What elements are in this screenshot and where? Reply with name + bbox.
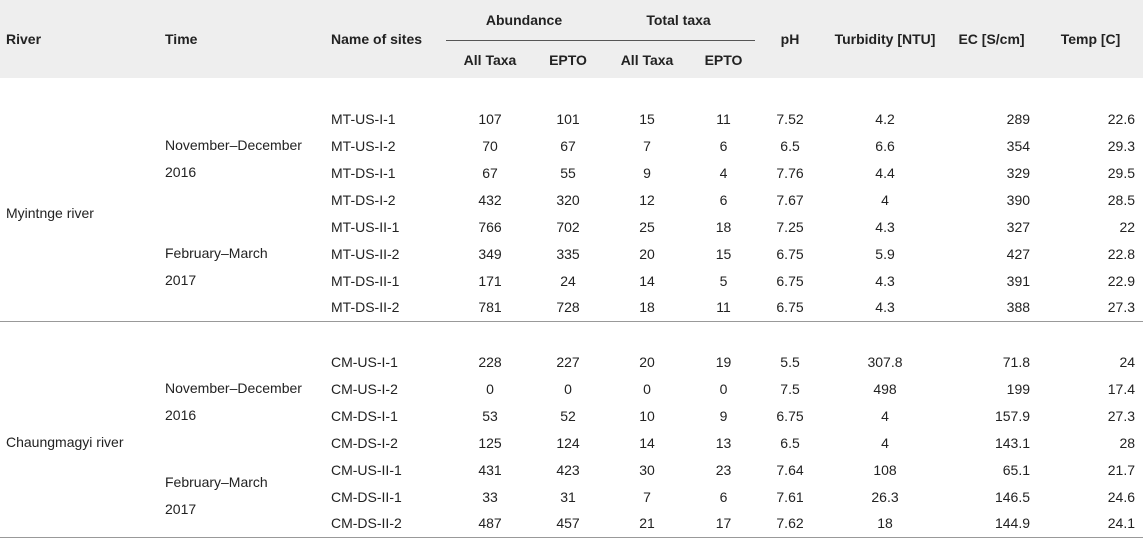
temp-value: 24.1 <box>1038 510 1143 537</box>
ph-value: 7.5 <box>780 380 800 397</box>
turbidity-value: 498 <box>873 380 897 397</box>
abundance-epto: 101 <box>556 110 580 127</box>
time-period-line1: February–March <box>165 474 268 491</box>
abundance-all-taxa: 349 <box>478 245 502 262</box>
temp-value: 22.9 <box>1107 272 1136 289</box>
ec-value: 388 <box>1006 299 1031 316</box>
total-taxa-epto: 5 <box>719 272 728 289</box>
ph-value: 7.62 <box>755 510 825 537</box>
site-name: CM-US-II-1 <box>331 461 402 478</box>
time-period-line1: November–December <box>165 137 302 153</box>
abundance-epto: 728 <box>556 299 580 316</box>
turbidity-value: 108 <box>873 461 897 478</box>
total-taxa-epto: 9 <box>719 407 728 424</box>
total-taxa-all: 7 <box>643 488 651 505</box>
river-name: Chaungmagyi river <box>0 348 155 537</box>
site-name: MT-DS-I-2 <box>331 191 396 208</box>
turbidity-value: 4.2 <box>875 110 895 127</box>
ec-value: 71.8 <box>1002 353 1031 370</box>
abundance-epto: 55 <box>560 164 576 181</box>
temp-value: 21.7 <box>1107 461 1136 478</box>
header-ph: pH <box>780 31 800 47</box>
abundance-all-taxa: 70 <box>482 137 498 154</box>
ec-value: 354 <box>1006 137 1031 154</box>
header-ec: EC [S/cm] <box>958 31 1025 47</box>
ec-value: 199 <box>1006 380 1031 397</box>
header-river: River <box>6 31 42 47</box>
ec-value: 289 <box>1006 110 1031 127</box>
abundance-all-taxa: 53 <box>482 407 498 424</box>
total-taxa-epto: 11 <box>716 299 731 316</box>
total-taxa-all: 12 <box>639 191 655 208</box>
turbidity-value: 5.9 <box>875 245 895 262</box>
total-taxa-all: 30 <box>639 461 655 478</box>
total-taxa-epto: 23 <box>715 461 732 478</box>
ph-value: 6.75 <box>776 245 804 262</box>
site-name: MT-DS-I-1 <box>331 164 396 181</box>
river-name: Myintnge river <box>6 204 94 221</box>
temp-value: 29.3 <box>1107 137 1136 154</box>
time-period-line2: 2017 <box>165 271 197 288</box>
total-taxa-all: 20 <box>639 353 655 370</box>
abundance-all-taxa: 487 <box>446 510 534 537</box>
temp-value: 17.4 <box>1107 380 1136 397</box>
turbidity-value: 4 <box>881 191 889 208</box>
temp-value: 24.6 <box>1107 488 1136 505</box>
turbidity-value: 4.4 <box>875 164 895 181</box>
header-turbidity: Turbidity [NTU] <box>834 31 936 47</box>
site-name: CM-DS-II-1 <box>331 488 402 505</box>
time-period-line2: 2016 <box>165 407 197 423</box>
header-temp: Temp [C] <box>1060 31 1121 47</box>
site-name: MT-US-II-2 <box>331 245 400 262</box>
time-period-line2: 2016 <box>165 164 197 180</box>
abundance-epto: 67 <box>560 137 576 154</box>
abundance-all-taxa: 228 <box>478 353 502 370</box>
total-taxa-all: 20 <box>639 245 655 262</box>
time-period <box>155 105 329 213</box>
total-taxa-epto: 17 <box>692 510 755 537</box>
header-abundance-epto: EPTO <box>549 51 587 68</box>
ph-value: 5.5 <box>780 353 800 370</box>
abundance-all-taxa: 125 <box>478 434 502 451</box>
abundance-all-taxa: 432 <box>478 191 502 208</box>
total-taxa-all: 21 <box>602 510 692 537</box>
turbidity-value: 18 <box>825 510 945 537</box>
site-name: CM-DS-I-1 <box>331 407 398 424</box>
time-period <box>155 348 329 456</box>
abundance-epto: 52 <box>560 407 576 424</box>
ec-value: 146.5 <box>994 488 1031 505</box>
site-name: CM-DS-II-2 <box>329 510 446 537</box>
total-taxa-epto: 13 <box>715 434 732 451</box>
total-taxa-epto: 6 <box>719 137 728 154</box>
abundance-epto: 31 <box>560 488 576 505</box>
header-total-taxa-epto: EPTO <box>704 51 743 68</box>
abundance-epto: 24 <box>560 272 576 289</box>
total-taxa-epto: 6 <box>719 488 728 505</box>
abundance-all-taxa: 67 <box>482 164 498 181</box>
abundance-epto: 320 <box>556 191 580 208</box>
total-taxa-all: 10 <box>639 407 655 424</box>
turbidity-value: 307.8 <box>867 353 903 370</box>
site-name: CM-US-I-1 <box>331 353 398 370</box>
site-name: CM-US-I-2 <box>331 380 398 397</box>
temp-value: 22.8 <box>1107 245 1136 262</box>
turbidity-value: 6.6 <box>875 137 895 154</box>
total-taxa-epto: 11 <box>716 110 731 127</box>
ph-value: 7.52 <box>776 110 804 127</box>
time-period-line1: November–December <box>165 380 302 396</box>
header-time: Time <box>165 31 198 47</box>
table-header <box>0 0 1143 78</box>
turbidity-value: 4.3 <box>875 299 895 316</box>
ec-value: 390 <box>1006 191 1031 208</box>
temp-value: 27.3 <box>1107 407 1136 424</box>
ph-value: 6.5 <box>780 137 800 154</box>
ph-value: 7.25 <box>776 218 804 235</box>
total-taxa-all: 7 <box>643 137 651 154</box>
ec-value: 157.9 <box>994 407 1031 424</box>
total-taxa-all: 9 <box>643 164 651 181</box>
total-taxa-all: 14 <box>639 434 655 451</box>
table-row <box>0 105 1143 132</box>
turbidity-value: 26.3 <box>871 488 899 505</box>
abundance-epto: 335 <box>556 245 580 262</box>
total-taxa-epto: 4 <box>719 164 728 181</box>
site-name: CM-DS-I-2 <box>331 434 398 451</box>
site-name: MT-DS-II-1 <box>331 272 400 289</box>
header-abundance: Abundance <box>446 0 602 41</box>
abundance-all-taxa: 0 <box>486 380 494 397</box>
temp-value: 28 <box>1119 434 1136 451</box>
ph-value: 7.67 <box>776 191 804 208</box>
ph-value: 7.76 <box>776 164 804 181</box>
abundance-all-taxa: 171 <box>478 272 502 289</box>
total-taxa-all: 25 <box>639 218 655 235</box>
table-body <box>0 78 1143 537</box>
turbidity-value: 4.3 <box>875 218 895 235</box>
ph-value: 6.5 <box>780 434 800 451</box>
temp-value: 22.6 <box>1107 110 1136 127</box>
time-period-line1: February–March <box>165 244 268 261</box>
abundance-epto: 423 <box>556 461 580 478</box>
ec-value: 329 <box>1006 164 1031 181</box>
site-name: MT-US-II-1 <box>331 218 400 235</box>
ph-value: 7.61 <box>776 488 804 505</box>
site-name: MT-US-I-2 <box>331 137 396 154</box>
abundance-epto: 227 <box>556 353 580 370</box>
temp-value: 22 <box>1119 218 1136 235</box>
abundance-all-taxa: 107 <box>478 110 502 127</box>
turbidity-value: 4 <box>881 434 889 451</box>
temp-value: 27.3 <box>1107 299 1136 316</box>
time-period-line2: 2017 <box>165 501 197 518</box>
site-name: MT-US-I-1 <box>331 110 396 127</box>
total-taxa-all: 0 <box>643 380 651 397</box>
ph-value: 7.64 <box>776 461 804 478</box>
ph-value: 6.75 <box>776 407 804 424</box>
table-row <box>0 348 1143 375</box>
ph-value: 6.75 <box>776 272 804 289</box>
total-taxa-epto: 6 <box>719 191 728 208</box>
temp-value: 29.5 <box>1107 164 1136 181</box>
total-taxa-all: 18 <box>639 299 655 316</box>
abundance-all-taxa: 781 <box>478 299 502 316</box>
header-total-taxa-all-taxa: All Taxa <box>620 51 674 68</box>
ec-value: 391 <box>1006 272 1031 289</box>
header-site: Name of sites <box>331 31 423 47</box>
table-row <box>0 213 1143 240</box>
total-taxa-all: 14 <box>639 272 655 289</box>
site-name: MT-DS-II-2 <box>331 299 400 316</box>
abundance-epto: 457 <box>534 510 602 537</box>
total-taxa-all: 15 <box>639 110 655 127</box>
ph-value: 6.75 <box>776 299 804 316</box>
abundance-epto: 0 <box>564 380 572 397</box>
turbidity-value: 4 <box>881 407 889 424</box>
total-taxa-epto: 18 <box>715 218 732 235</box>
ec-value: 143.1 <box>994 434 1031 451</box>
turbidity-value: 4.3 <box>875 272 895 289</box>
abundance-all-taxa: 766 <box>478 218 502 235</box>
ec-value: 327 <box>1006 218 1031 235</box>
total-taxa-epto: 15 <box>715 245 732 262</box>
header-abundance-all-taxa: All Taxa <box>463 51 517 68</box>
abundance-all-taxa: 33 <box>482 488 498 505</box>
header-total-taxa: Total taxa <box>602 0 755 41</box>
time-period <box>155 213 329 321</box>
ec-value: 144.9 <box>945 510 1038 537</box>
temp-value: 28.5 <box>1107 191 1136 208</box>
temp-value: 24 <box>1119 353 1136 370</box>
ec-value: 427 <box>1006 245 1031 262</box>
abundance-epto: 124 <box>556 434 580 451</box>
total-taxa-epto: 0 <box>719 380 728 397</box>
ec-value: 65.1 <box>1002 461 1031 478</box>
abundance-all-taxa: 431 <box>478 461 502 478</box>
table-row <box>0 456 1143 483</box>
total-taxa-epto: 19 <box>715 353 732 370</box>
abundance-epto: 702 <box>556 218 580 235</box>
